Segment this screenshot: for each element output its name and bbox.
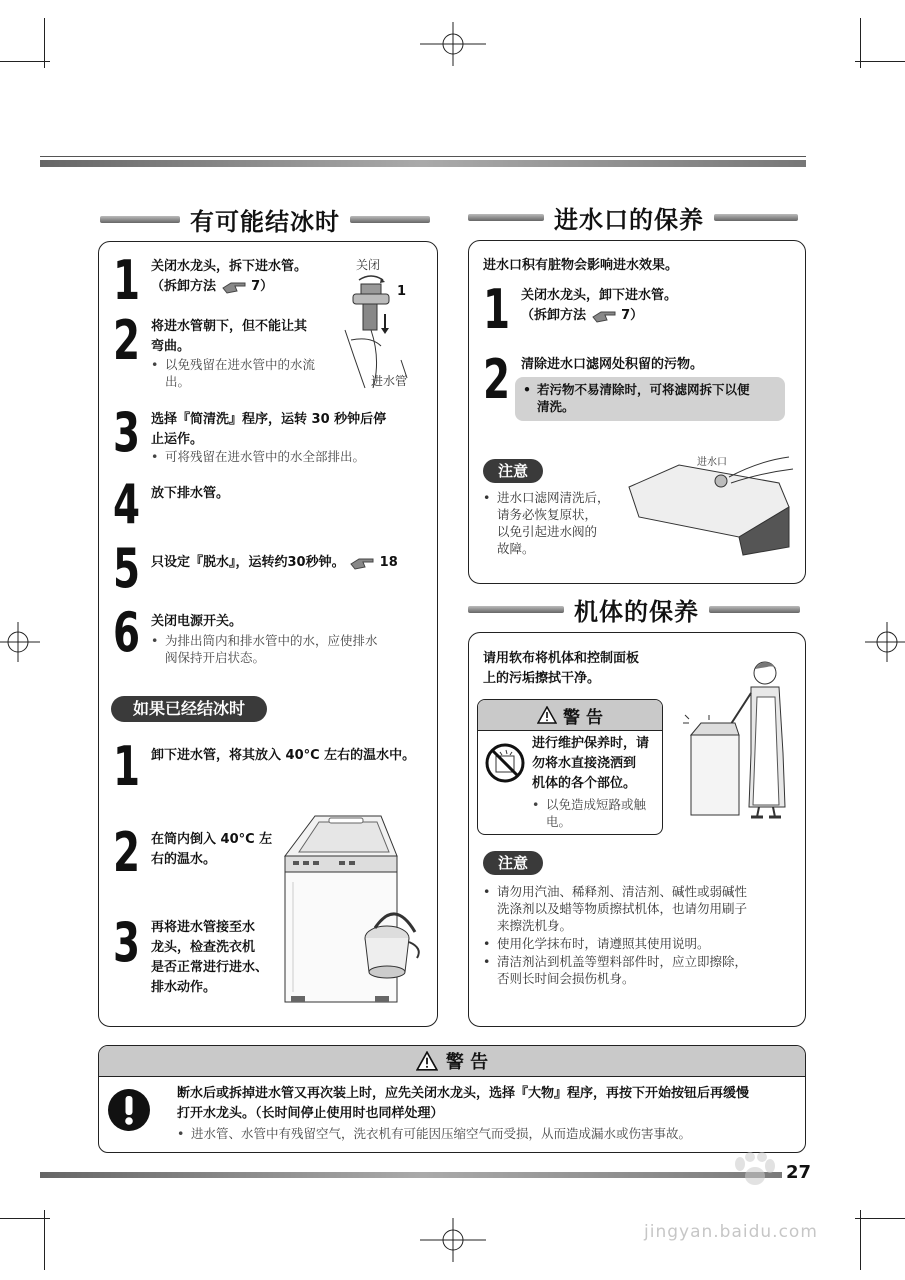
caution-badge: 注意 xyxy=(483,459,543,483)
inlet-panel xyxy=(468,240,806,584)
step-text: 关闭电源开关。 xyxy=(151,614,243,629)
pointing-hand-icon xyxy=(591,308,617,324)
bottom-warning-note: • 进水管、水管中有残留空气，洗衣机有可能因压缩空气而受损，从而造成漏水或伤害事故。 xyxy=(177,1126,692,1141)
step-text: 将进水管朝下，但不能让其 弯曲。 xyxy=(151,319,308,354)
pointing-hand-icon xyxy=(221,279,247,295)
tap-illustration xyxy=(331,254,431,394)
frozen-subheading: 如果已经结冰时 xyxy=(111,696,267,722)
caution-item: • 使用化学抹布时，请遵照其使用说明。 xyxy=(483,936,710,951)
step-number: 2 xyxy=(113,309,141,372)
step-number: 6 xyxy=(113,601,141,664)
warning-note: • 以免造成短路或触 电。 xyxy=(532,797,647,829)
inlet-pipe-label: 进水管 xyxy=(371,374,408,388)
pointing-hand-icon xyxy=(349,555,375,571)
warning-triangle-icon xyxy=(416,1051,438,1071)
close-label: 关闭 xyxy=(356,258,381,272)
step-text: 清除进水口滤网处积留的污物。 xyxy=(521,357,704,372)
step-text: 放下排水管。 xyxy=(151,486,230,501)
step-text: 卸下进水管，将其放入 40°C 左右的温水中。 xyxy=(151,748,416,763)
caution-badge: 注意 xyxy=(483,851,543,875)
page-number: 27 xyxy=(782,1162,815,1183)
paw-icon xyxy=(732,1152,776,1186)
inlet-label: 进水口 xyxy=(697,457,727,468)
top-rule-bar xyxy=(40,160,806,167)
step-note-highlight: • 若污物不易清除时，可将滤网拆下以便 清洗。 xyxy=(515,377,785,421)
step-marker: 1 xyxy=(397,284,407,299)
caution-item: • 请勿用汽油、稀释剂、清洁剂、碱性或弱碱性 洗涤剂以及蜡等物质擦拭机体，也请勿用刷子 来擦洗机身。 xyxy=(483,884,748,933)
caution-note: • 进水口滤网清洗后， 请务必恢复原状， 以免引起进水阀的 故障。 xyxy=(483,490,610,556)
step-text: 在筒内倒入 40°C 左 右的温水。 xyxy=(151,832,273,867)
baidu-watermark-logo xyxy=(640,1152,860,1252)
step-text: 再将进水管接至水 龙头，检查洗衣机 是否正常进行进水、 排水动作。 xyxy=(151,920,269,995)
washing-machine-illustration xyxy=(279,812,429,1012)
warning-label: 警 告 xyxy=(563,707,603,728)
bottom-warning-text: 断水后或拆掉进水管又再次装上时，应先关闭水龙头，选择『大物』程序，再按下开始按钮后再缓慢 打开水龙头。（长时间停止使用时也同样处理） xyxy=(177,1086,750,1121)
step-number: 3 xyxy=(113,401,141,464)
step-text: 选择『简清洗』程序，运转 30 秒钟后停 止运作。 xyxy=(151,412,387,447)
step-number: 5 xyxy=(113,537,141,600)
warning-box xyxy=(477,699,663,835)
step-note: • 可将残留在进水管中的水全部排出。 xyxy=(151,449,366,464)
step-number: 1 xyxy=(483,278,511,341)
woman-cleaning-illustration xyxy=(679,657,799,823)
step-text: 关闭水龙头，拆下进水管。 （拆卸方法 7） xyxy=(151,259,308,294)
warning-text: 进行维护保养时，请 勿将水直接浇洒到 机体的各个部位。 xyxy=(532,736,650,791)
step-number: 4 xyxy=(113,473,141,536)
step-number: 1 xyxy=(113,249,141,312)
step-number: 2 xyxy=(483,348,511,411)
step-text: 关闭水龙头，卸下进水管。 （拆卸方法 7） xyxy=(521,288,678,323)
exclamation-icon xyxy=(107,1088,151,1132)
step-number: 2 xyxy=(113,821,141,884)
body-care-intro: 请用软布将机体和控制面板 上的污垢擦拭干净。 xyxy=(483,651,640,686)
step-number: 1 xyxy=(113,735,141,798)
step-note: • 以免残留在进水管中的水流 出。 xyxy=(151,357,316,389)
freeze-panel xyxy=(98,241,438,1027)
watermark-url: jingyan.baidu.com xyxy=(644,1222,818,1242)
inlet-intro: 进水口积有脏物会影响进水效果。 xyxy=(483,258,679,273)
body-care-panel xyxy=(468,632,806,1027)
freeze-section-title: 有可能结冰时 xyxy=(100,202,430,236)
step-text: 只设定『脱水』，运转约30秒钟。 18 xyxy=(151,555,398,570)
no-water-spray-icon xyxy=(484,742,526,784)
step-number: 3 xyxy=(113,911,141,974)
bottom-warning-box xyxy=(98,1045,806,1153)
step-note: • 为排出筒内和排水管中的水，应使排水 阀保持开启状态。 xyxy=(151,633,378,665)
warning-label: 警 告 xyxy=(445,1052,489,1073)
warning-triangle-icon xyxy=(537,706,557,724)
body-care-section-title: 机体的保养 xyxy=(468,592,800,626)
caution-item: • 清洁剂沾到机盖等塑料部件时，应立即擦除， 否则长时间会损伤机身。 xyxy=(483,954,748,986)
inlet-section-title: 进水口的保养 xyxy=(468,200,798,234)
top-rule xyxy=(40,156,806,157)
